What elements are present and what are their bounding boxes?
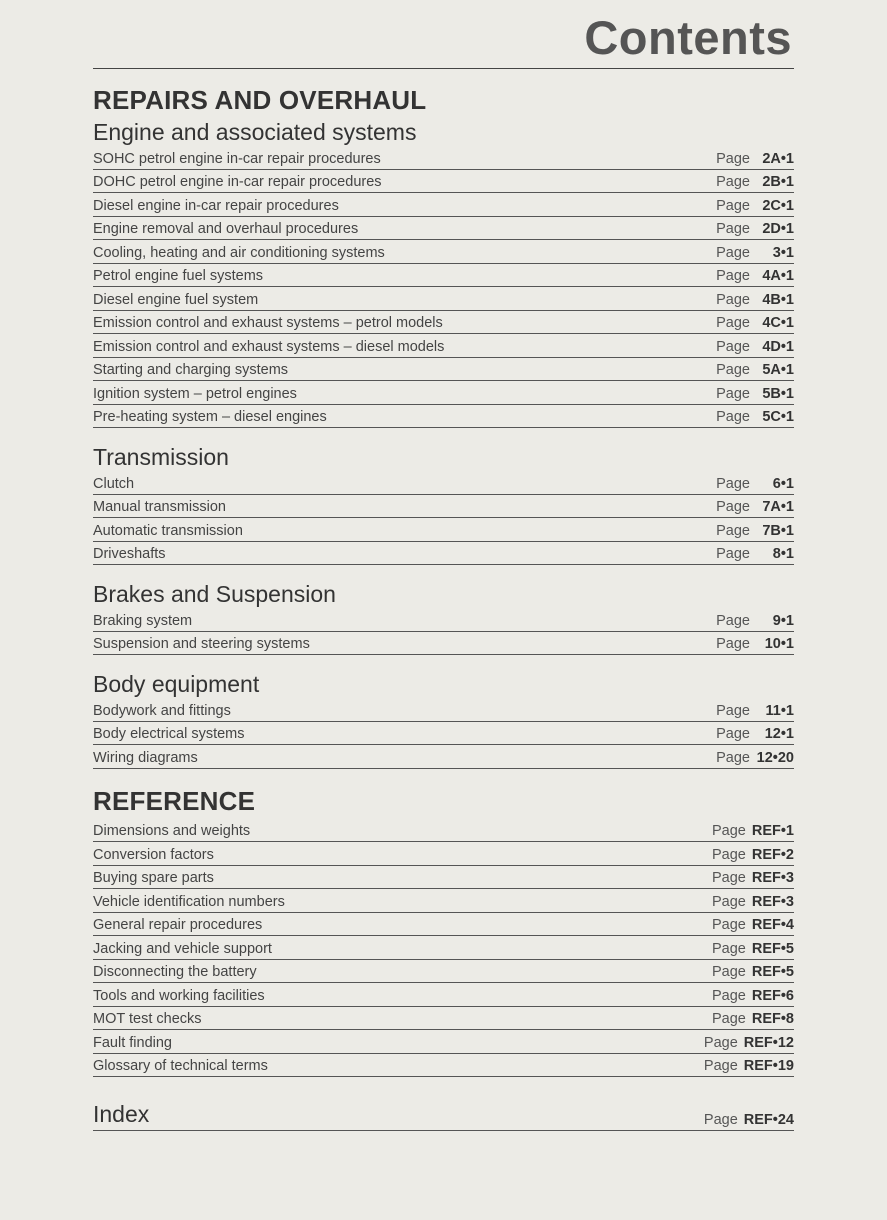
- toc-row[interactable]: [93, 542, 794, 566]
- toc-page-ref: [716, 613, 794, 629]
- toc-entry-label: Wiring diagrams: [93, 749, 198, 766]
- page-label: Page: [716, 338, 750, 355]
- page-label: Page: [716, 244, 750, 261]
- toc-row[interactable]: [93, 1030, 794, 1054]
- toc-row[interactable]: [93, 819, 794, 843]
- page-label: Page: [703, 1034, 738, 1051]
- toc-page-ref: [716, 750, 794, 766]
- page-number: 4B•1: [762, 291, 794, 308]
- toc-page-ref: [712, 988, 794, 1004]
- toc-entry-label: Diesel engine in-car repair procedures: [93, 197, 339, 214]
- toc-entry-label: Automatic transmission: [93, 522, 243, 539]
- toc-row[interactable]: [93, 632, 794, 656]
- toc-page-ref: [716, 198, 794, 214]
- toc-page-ref: [716, 292, 794, 308]
- page-number: REF•5: [751, 964, 794, 980]
- toc-entry-label: Emission control and exhaust systems – petrol models: [93, 315, 443, 331]
- toc-page-ref: [704, 1035, 794, 1051]
- page-label: Page: [716, 499, 750, 515]
- page-label: Page: [716, 726, 750, 742]
- toc-entry-label: Emission control and exhaust systems – diesel models: [93, 338, 445, 355]
- toc-list-engine: [93, 146, 794, 428]
- toc-entry-label: Cooling, heating and air conditioning systems: [93, 244, 385, 261]
- page-number: REF•12: [743, 1034, 794, 1051]
- toc-entry-label: Pre-heating system – diesel engines: [93, 409, 327, 425]
- toc-entry-label: Body electrical systems: [93, 726, 245, 742]
- toc-entry-label: Jacking and vehicle support: [93, 940, 272, 957]
- toc-entry-label: Vehicle identification numbers: [93, 893, 285, 910]
- toc-row[interactable]: [93, 608, 794, 632]
- toc-entry-label: Fault finding: [93, 1034, 172, 1051]
- toc-row[interactable]: [93, 287, 794, 311]
- toc-page-ref: [712, 870, 794, 886]
- page-label: Page: [716, 197, 750, 214]
- title-rule: [93, 68, 794, 69]
- toc-entry-label: Manual transmission: [93, 499, 226, 515]
- toc-row[interactable]: [93, 745, 794, 769]
- toc-page-ref: [712, 823, 794, 839]
- page-label: Page: [711, 823, 746, 839]
- toc-row[interactable]: [93, 960, 794, 984]
- page-label: Page: [716, 749, 750, 766]
- toc-row[interactable]: [93, 170, 794, 194]
- toc-row[interactable]: [93, 240, 794, 264]
- page-label: Page: [703, 1112, 738, 1128]
- toc-page-ref: [716, 339, 794, 355]
- toc-page-ref: [712, 847, 794, 863]
- toc-entry-label: Driveshafts: [93, 546, 166, 562]
- page-label: Page: [716, 362, 750, 378]
- page-label: Page: [716, 522, 750, 539]
- toc-entry-label: Bodywork and fittings: [93, 702, 231, 719]
- toc-list-transmission: [93, 471, 794, 565]
- toc-row[interactable]: [93, 518, 794, 542]
- page-label: Page: [716, 409, 750, 425]
- toc-entry-label: Disconnecting the battery: [93, 964, 257, 980]
- toc-row[interactable]: [93, 722, 794, 746]
- toc-page-ref: [716, 151, 794, 167]
- page-number: 5C•1: [762, 409, 794, 425]
- page-number: REF•19: [743, 1058, 794, 1074]
- page-label: Page: [711, 870, 746, 886]
- toc-page-ref: [712, 917, 794, 933]
- page-number: 2B•1: [762, 174, 794, 190]
- page-number: REF•8: [751, 1011, 794, 1027]
- toc-row[interactable]: [93, 311, 794, 335]
- toc-list-body: [93, 698, 794, 769]
- page-number: REF•1: [751, 823, 794, 839]
- page-label: Page: [716, 636, 750, 652]
- page-number: 12•20: [756, 749, 794, 766]
- toc-entry-label: Starting and charging systems: [93, 362, 289, 378]
- page-number: 8•1: [772, 546, 794, 562]
- part-title-repairs: REPAIRS AND OVERHAUL: [93, 85, 427, 115]
- page-number: 2D•1: [762, 221, 794, 237]
- page-label: Page: [711, 940, 746, 957]
- toc-page-ref: [716, 315, 794, 331]
- toc-row[interactable]: [93, 193, 794, 217]
- toc-page-ref: [716, 726, 794, 742]
- toc-row[interactable]: [93, 889, 794, 913]
- toc-row[interactable]: [93, 1007, 794, 1031]
- toc-page-ref: [716, 221, 794, 237]
- page-number: 12•1: [764, 726, 794, 742]
- page-number: REF•2: [751, 846, 794, 863]
- toc-row-index[interactable]: [93, 1099, 794, 1131]
- toc-page-ref: [704, 1058, 794, 1074]
- page-number: REF•3: [751, 870, 794, 886]
- toc-entry-label: Diesel engine fuel system: [93, 291, 259, 308]
- toc-page-ref: [712, 1011, 794, 1027]
- toc-page-ref: [712, 894, 794, 910]
- page-number: REF•24: [743, 1112, 794, 1128]
- page-number: REF•5: [751, 940, 794, 957]
- toc-entry-label: Dimensions and weights: [93, 823, 251, 839]
- toc-row[interactable]: [93, 358, 794, 382]
- section-title-transmission: Transmission: [93, 444, 229, 470]
- page-label: Page: [716, 291, 750, 308]
- page-number: 6•1: [772, 475, 794, 492]
- contents-body: [93, 82, 794, 1131]
- page-label: Page: [711, 1011, 746, 1027]
- page-label: Page: [716, 702, 750, 719]
- page-label: Page: [711, 846, 746, 863]
- toc-entry-label: Clutch: [93, 475, 135, 492]
- toc-page-ref: [716, 476, 794, 492]
- page-number: 10•1: [764, 636, 794, 652]
- page-label: Page: [711, 987, 746, 1004]
- section-title-brakes: Brakes and Suspension: [93, 581, 336, 607]
- toc-page-ref: [716, 409, 794, 425]
- toc-entry-label: Braking system: [93, 612, 193, 629]
- page-label: Page: [716, 385, 750, 402]
- page-label: Page: [716, 150, 750, 167]
- page-number: REF•3: [751, 893, 794, 910]
- toc-row[interactable]: [93, 936, 794, 960]
- page-number: REF•6: [751, 987, 794, 1004]
- page-number: 5A•1: [762, 362, 794, 378]
- toc-row[interactable]: [93, 264, 794, 288]
- toc-page-ref: [712, 941, 794, 957]
- toc-entry-label: Tools and working facilities: [93, 987, 265, 1004]
- page-number: 4C•1: [762, 315, 794, 331]
- page-label: Page: [716, 268, 750, 284]
- toc-page-ref: [716, 245, 794, 261]
- page-label: Page: [716, 221, 750, 237]
- page-label: Page: [716, 315, 750, 331]
- page-label: Page: [711, 964, 746, 980]
- toc-list-brakes: [93, 608, 794, 655]
- toc-row[interactable]: [93, 471, 794, 495]
- page-number: 4A•1: [762, 268, 794, 284]
- toc-row[interactable]: [93, 146, 794, 170]
- page-title: Contents: [584, 11, 792, 64]
- toc-row[interactable]: [93, 217, 794, 241]
- toc-page-ref: [716, 523, 794, 539]
- toc-row[interactable]: [93, 405, 794, 429]
- page-label: Page: [716, 475, 750, 492]
- page-number: 5B•1: [762, 385, 794, 402]
- page-number: 3•1: [772, 244, 794, 261]
- toc-page-ref: [716, 499, 794, 515]
- page-number: 4D•1: [762, 338, 794, 355]
- toc-row[interactable]: [93, 495, 794, 519]
- toc-entry-label: Suspension and steering systems: [93, 636, 310, 652]
- page-number: 7B•1: [762, 522, 794, 539]
- toc-row[interactable]: [93, 983, 794, 1007]
- toc-entry-label: Petrol engine fuel systems: [93, 268, 264, 284]
- toc-entry-label: General repair procedures: [93, 917, 263, 933]
- page-number: 2C•1: [762, 197, 794, 214]
- toc-list-reference: [93, 819, 794, 1078]
- page-label: Page: [716, 546, 750, 562]
- toc-entry-label: Buying spare parts: [93, 870, 214, 886]
- page-label: Page: [716, 612, 750, 629]
- toc-row[interactable]: [93, 913, 794, 937]
- section-title-engine: Engine and associated systems: [93, 119, 417, 145]
- toc-entry-label: Glossary of technical terms: [93, 1058, 268, 1074]
- toc-page-ref: [716, 268, 794, 284]
- toc-row[interactable]: [93, 842, 794, 866]
- toc-page-ref: [704, 1112, 794, 1128]
- toc-row[interactable]: [93, 698, 794, 722]
- page-number: REF•4: [751, 917, 794, 933]
- toc-row[interactable]: [93, 866, 794, 890]
- part-title-reference: REFERENCE: [93, 785, 256, 816]
- toc-row[interactable]: [93, 381, 794, 405]
- toc-entry-label: MOT test checks: [93, 1011, 202, 1027]
- toc-page-ref: [716, 703, 794, 719]
- toc-entry-label: SOHC petrol engine in-car repair procedures: [93, 150, 381, 167]
- toc-page-ref: [716, 362, 794, 378]
- index-title: Index: [93, 1101, 150, 1127]
- page-label: Page: [703, 1058, 738, 1074]
- page-label: Page: [711, 917, 746, 933]
- toc-row[interactable]: [93, 1054, 794, 1078]
- page-number: 11•1: [765, 702, 794, 719]
- page-label: Page: [716, 174, 750, 190]
- toc-page-ref: [716, 386, 794, 402]
- toc-page-ref: [716, 636, 794, 652]
- section-title-body: Body equipment: [93, 671, 260, 697]
- toc-page-ref: [712, 964, 794, 980]
- toc-row[interactable]: [93, 334, 794, 358]
- page-number: 7A•1: [762, 499, 794, 515]
- toc-page-ref: [716, 546, 794, 562]
- toc-entry-label: DOHC petrol engine in-car repair procedures: [93, 174, 382, 190]
- toc-page-ref: [716, 174, 794, 190]
- toc-entry-label: Engine removal and overhaul procedures: [93, 221, 359, 237]
- page-number: 9•1: [772, 612, 794, 629]
- toc-entry-label: Conversion factors: [93, 846, 214, 863]
- page-number: 2A•1: [762, 150, 794, 167]
- toc-entry-label: Ignition system – petrol engines: [93, 385, 297, 402]
- page-label: Page: [711, 893, 746, 910]
